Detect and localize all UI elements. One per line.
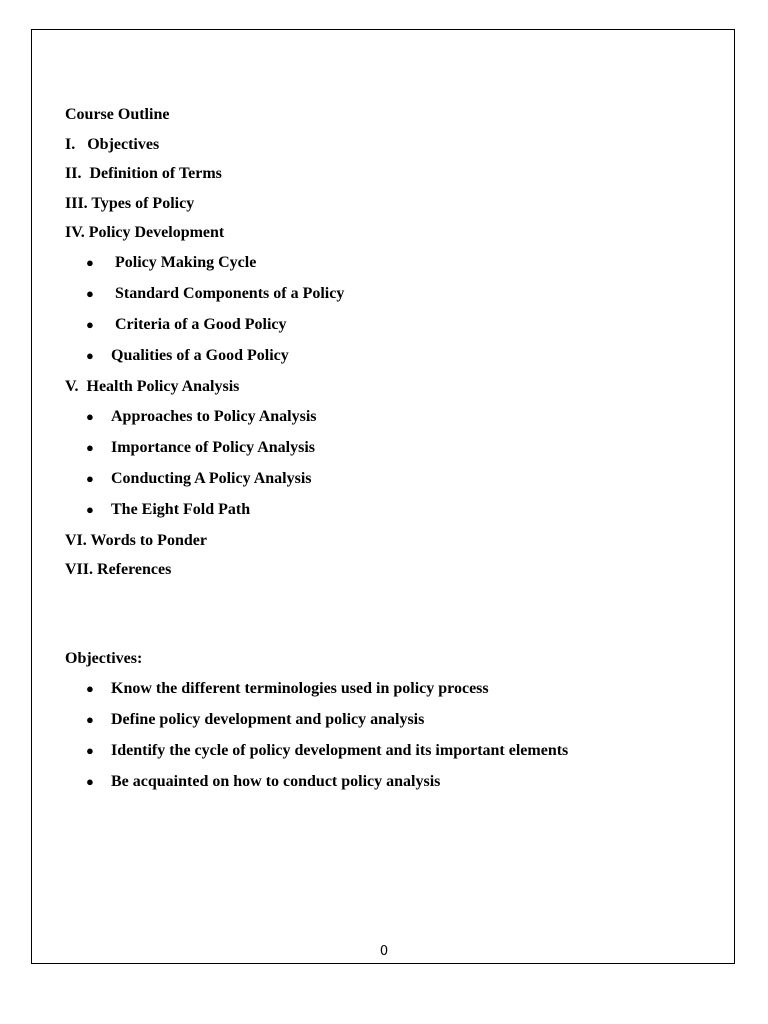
- bullet-icon: ●: [86, 254, 94, 270]
- outline-item-5: V. Health Policy Analysis: [65, 377, 240, 395]
- list-item-text: Be acquainted on how to conduct policy analysis: [111, 772, 441, 790]
- outline-item-2: II. Definition of Terms: [65, 165, 222, 183]
- outline-item-7: VII. References: [65, 561, 172, 579]
- bullet-icon: ●: [86, 680, 94, 696]
- list-item: [65, 406, 725, 437]
- list-item: [65, 499, 725, 530]
- bullet-icon: ●: [86, 347, 94, 363]
- objectives-title: Objectives:: [65, 649, 143, 667]
- list-item: [65, 437, 725, 468]
- section-gap: [65, 589, 725, 648]
- bullet-icon: ●: [86, 773, 94, 789]
- list-item: [65, 314, 725, 345]
- bullet-icon: ●: [86, 316, 94, 332]
- list-item-text: The Eight Fold Path: [111, 500, 251, 518]
- list-item-text: Importance of Policy Analysis: [111, 438, 315, 456]
- bullet-icon: ●: [86, 285, 94, 301]
- list-item: [65, 252, 725, 283]
- bullet-icon: ●: [86, 711, 94, 727]
- list-item: [65, 709, 725, 740]
- list-item-text: Criteria of a Good Policy: [111, 315, 287, 333]
- list-item: [65, 678, 725, 709]
- bullet-icon: ●: [86, 439, 94, 455]
- bullet-icon: ●: [86, 470, 94, 486]
- list-item-text: Know the different terminologies used in policy process: [111, 679, 489, 697]
- outline-item-1: I. Objectives: [65, 135, 160, 153]
- bullet-icon: ●: [86, 501, 94, 517]
- list-item-text: Standard Components of a Policy: [111, 284, 345, 302]
- outline-item-3: III. Types of Policy: [65, 194, 195, 212]
- outline-item-4: IV. Policy Development: [65, 224, 225, 242]
- list-item-text: Define policy development and policy analysis: [111, 710, 425, 728]
- document-body: [65, 104, 725, 802]
- outline-item-6: VI. Words to Ponder: [65, 531, 207, 549]
- course-outline-title: Course Outline: [65, 106, 170, 123]
- list-item-text: Approaches to Policy Analysis: [111, 407, 317, 425]
- list-item: [65, 468, 725, 499]
- bullet-icon: ●: [86, 742, 94, 758]
- list-item: [65, 283, 725, 314]
- list-item-text: Qualities of a Good Policy: [111, 346, 289, 364]
- list-item: [65, 771, 725, 802]
- page-number: 0: [379, 944, 389, 959]
- bullet-icon: ●: [86, 408, 94, 424]
- list-item: [65, 345, 725, 376]
- list-item-text: Conducting A Policy Analysis: [111, 469, 312, 487]
- list-item-text: Policy Making Cycle: [111, 253, 257, 271]
- list-item-text: Identify the cycle of policy development and its important elements: [111, 741, 569, 759]
- list-item: [65, 740, 725, 771]
